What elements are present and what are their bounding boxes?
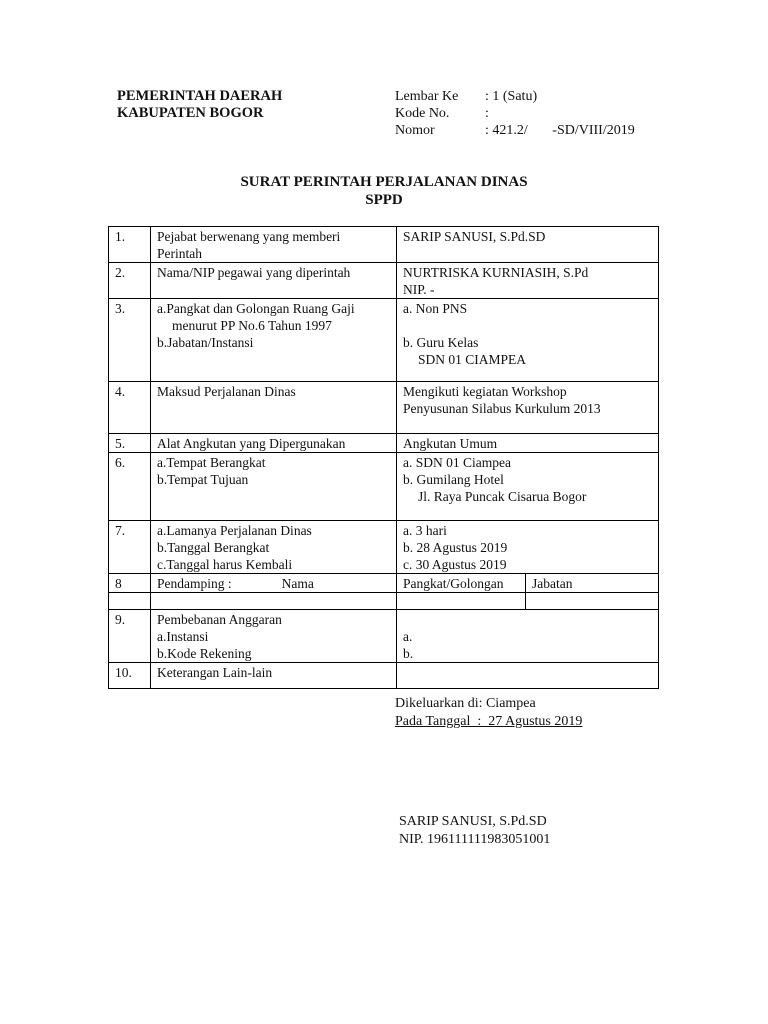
row-number: 10. xyxy=(109,663,151,689)
table-row xyxy=(109,453,659,521)
org-line-2: KABUPATEN BOGOR xyxy=(117,105,264,121)
row-number: 2. xyxy=(109,263,151,299)
row-value xyxy=(397,663,659,689)
nomor-value: : 421.2/ -SD/VIII/2019 xyxy=(485,123,635,138)
row-label: Maksud Perjalanan Dinas xyxy=(151,382,397,434)
row-number: 1. xyxy=(109,227,151,263)
signatory-nip: NIP. 196111111983051001 xyxy=(399,832,551,847)
table-row xyxy=(109,434,659,453)
row-value: NURTRISKA KURNIASIH, S.Pd NIP. - xyxy=(397,263,659,299)
table-row xyxy=(109,382,659,434)
row-label: Pendamping : Nama xyxy=(151,574,397,593)
row-label: Nama/NIP pegawai yang diperintah xyxy=(151,263,397,299)
lembar-label: Lembar Ke xyxy=(395,89,459,104)
row-label: a.Pangkat dan Golongan Ruang Gaji menurut PP No.6 Tahun 1997 b.Jabatan/Instansi xyxy=(151,299,397,382)
kode-label: Kode No. xyxy=(395,106,450,121)
lembar-value: : 1 (Satu) xyxy=(485,89,538,104)
org-line-1: PEMERINTAH DAERAH xyxy=(117,88,283,104)
kode-value: : xyxy=(485,106,489,121)
row-value: Mengikuti kegiatan Workshop Penyusunan Silabus Kurkulum 2013 xyxy=(397,382,659,434)
row-label: a.Tempat Berangkat b.Tempat Tujuan xyxy=(151,453,397,521)
table-row xyxy=(109,593,659,610)
signatory-name: SARIP SANUSI, S.Pd.SD xyxy=(399,814,547,829)
table-row xyxy=(109,299,659,382)
row-number: 8 xyxy=(109,574,151,593)
table-row xyxy=(109,521,659,574)
nomor-label: Nomor xyxy=(395,123,435,138)
issued-place: Dikeluarkan di: Ciampea xyxy=(395,696,536,711)
jabatan-header: Jabatan xyxy=(526,574,659,593)
row-number: 6. xyxy=(109,453,151,521)
row-number: 4. xyxy=(109,382,151,434)
row-number: 7. xyxy=(109,521,151,574)
table-row xyxy=(109,227,659,263)
document-subtitle: SPPD xyxy=(365,192,403,208)
document-reference xyxy=(395,88,635,139)
organization-header xyxy=(117,88,282,122)
issued-date: Pada Tanggal : 27 Agustus 2019 xyxy=(395,714,583,729)
pangkat-header: Pangkat/Golongan xyxy=(397,574,526,593)
row-label: Pejabat berwenang yang memberi Perintah xyxy=(151,227,397,263)
table-row xyxy=(109,663,659,689)
row-number: 9. xyxy=(109,610,151,663)
row-value: a. Non PNS b. Guru Kelas SDN 01 CIAMPEA xyxy=(397,299,659,382)
row-value: Angkutan Umum xyxy=(397,434,659,453)
row-number: 3. xyxy=(109,299,151,382)
table-row xyxy=(109,263,659,299)
row-label: Keterangan Lain-lain xyxy=(151,663,397,689)
row-label: Alat Angkutan yang Dipergunakan xyxy=(151,434,397,453)
sppd-table xyxy=(108,226,659,689)
row-value: a. 3 hari b. 28 Agustus 2019 c. 30 Agustus 2019 xyxy=(397,521,659,574)
table-row xyxy=(109,610,659,663)
row-label: a.Lamanya Perjalanan Dinas b.Tanggal Berangkat c.Tanggal harus Kembali xyxy=(151,521,397,574)
row-number: 5. xyxy=(109,434,151,453)
row-value: a. SDN 01 Ciampea b. Gumilang Hotel Jl. Raya Puncak Cisarua Bogor xyxy=(397,453,659,521)
row-value: a. b. xyxy=(397,610,659,663)
document-title: SURAT PERINTAH PERJALANAN DINAS xyxy=(240,174,528,190)
table-row xyxy=(109,574,659,593)
row-label: Pembebanan Anggaran a.Instansi b.Kode Rekening xyxy=(151,610,397,663)
row-value: SARIP SANUSI, S.Pd.SD xyxy=(397,227,659,263)
